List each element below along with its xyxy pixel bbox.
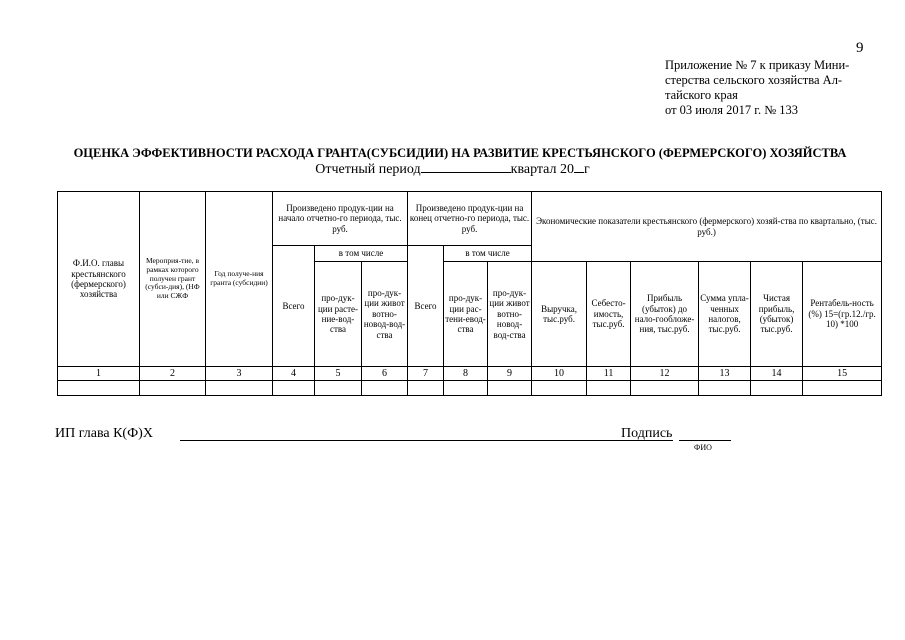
column-number: 3 [206, 367, 273, 381]
header-revenue: Выручка, тыс.руб. [532, 262, 587, 367]
header-including-start: в том числе [315, 246, 408, 262]
period-middle: квартал 20 [510, 162, 575, 177]
header-produced-start: Произведено продук-ции на начало отчетно-го периода, тыс. руб. [273, 192, 408, 246]
header-event: Мероприя-тие, в рамках которого получен грант (субси-дия), (НФ или СЖФ [140, 192, 206, 367]
header-economic-indicators: Экономические показатели крестьянского (фермерского) хозяй-ства по квартально, (тыс. руб.) [532, 192, 882, 262]
column-number: 12 [631, 367, 699, 381]
column-number: 1 [58, 367, 140, 381]
column-number: 13 [699, 367, 751, 381]
column-number: 9 [488, 367, 532, 381]
appendix-note [665, 58, 865, 118]
column-number: 4 [273, 367, 315, 381]
header-total-end: Всего [408, 246, 444, 367]
appendix-line: тайского края [665, 88, 738, 102]
appendix-line: Приложение № 7 к приказу Мини- [665, 58, 850, 72]
period-prefix: Отчетный период [315, 162, 421, 177]
header-profit: Прибыль (убыток) до нало-гообложе-ния, тыс.руб. [631, 262, 699, 367]
column-number: 5 [315, 367, 362, 381]
header-livestock-end: про-дук-ции живот вотно-новод-вод-ства [488, 262, 532, 367]
header-crop-start: про-дук-ции расте-ние-вод-ства [315, 262, 362, 367]
data-cell [315, 381, 362, 396]
column-number: 11 [587, 367, 631, 381]
page-number: 9 [856, 40, 864, 56]
data-cell [488, 381, 532, 396]
grant-efficiency-table [57, 191, 882, 396]
document-title: ОЦЕНКА ЭФФЕКТИВНОСТИ РАСХОДА ГРАНТА(СУБСИДИИ) НА РАЗВИТИЕ КРЕСТЬЯНСКОГО (ФЕРМЕРСКОГО) ХОЗЯЙСТВА [73, 146, 847, 160]
header-livestock-start: про-дук-ции живот вотно-новод-вод-ства [362, 262, 408, 367]
data-cell [532, 381, 587, 396]
column-number: 15 [803, 367, 882, 381]
header-fio: Ф.И.О. главы крестьянского (фермерского) хозяйства [58, 192, 140, 367]
column-number: 10 [532, 367, 587, 381]
data-cell [58, 381, 140, 396]
header-total-start: Всего [273, 246, 315, 367]
data-cell [751, 381, 803, 396]
data-cell [206, 381, 273, 396]
podpis-label: Подпись [621, 426, 673, 441]
data-cell [444, 381, 488, 396]
data-row-empty [58, 381, 882, 396]
column-number: 14 [751, 367, 803, 381]
data-cell [140, 381, 206, 396]
data-cell [273, 381, 315, 396]
signature-label: ИП глава К(Ф)Х [55, 426, 153, 441]
header-including-end: в том числе [444, 246, 532, 262]
header-net-profit: Чистая прибыль, (убыток) тыс.руб. [751, 262, 803, 367]
data-cell [803, 381, 882, 396]
data-cell [699, 381, 751, 396]
column-number-row [58, 367, 882, 381]
header-crop-end: про-дук-ции рас-тени-евод-ства [444, 262, 488, 367]
column-number: 7 [408, 367, 444, 381]
header-cost: Себесто-имость, тыс.руб. [587, 262, 631, 367]
header-taxes: Сумма упла-ченных налогов, тыс.руб. [699, 262, 751, 367]
header-produced-end: Произведено продук-ции на конец отчетно-го периода, тыс. руб. [408, 192, 532, 246]
podpis-blank-line [679, 440, 731, 441]
column-number: 6 [362, 367, 408, 381]
header-profitability: Рентабель-ность (%) 15=(гр.12./гр. 10) *100 [803, 262, 882, 367]
period-suffix: г [584, 162, 590, 177]
signature-line [55, 426, 835, 446]
data-cell [362, 381, 408, 396]
header-year: Год получе-ния гранта (субсидии) [206, 192, 273, 367]
appendix-line: от 03 июля 2017 г. № 133 [665, 103, 799, 117]
data-cell [631, 381, 699, 396]
column-number: 2 [140, 367, 206, 381]
data-cell [408, 381, 444, 396]
reporting-period [0, 160, 905, 178]
column-number: 8 [444, 367, 488, 381]
fio-caption: ФИО [694, 443, 712, 452]
name-blank-line [180, 440, 673, 441]
data-cell [587, 381, 631, 396]
year-blank [574, 160, 584, 173]
appendix-line: стерства сельского хозяйства Ал- [665, 73, 843, 87]
period-blank [421, 160, 511, 173]
